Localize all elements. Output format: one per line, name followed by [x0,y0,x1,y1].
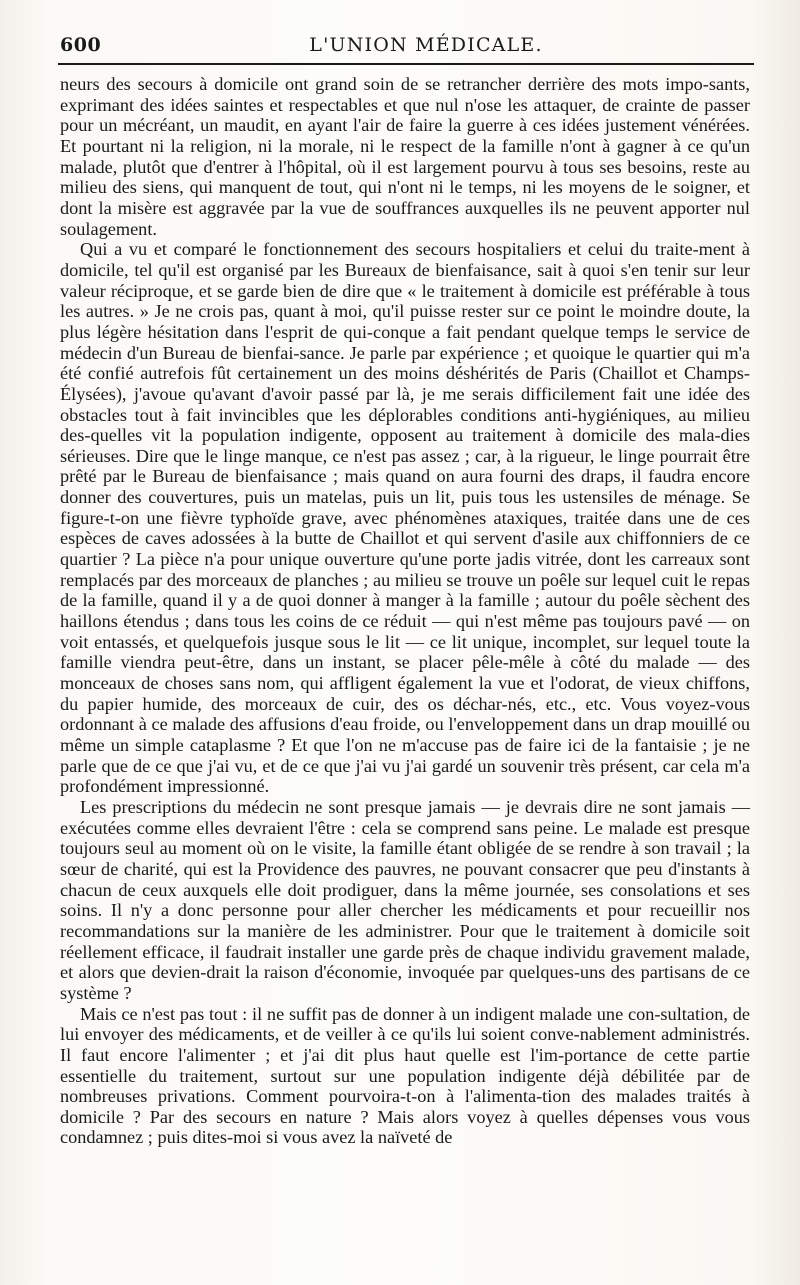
paragraph-2: Qui a vu et comparé le fonctionnement des secours hospitaliers et celui du traite-ment à domicile, tel qu'il est organisé par les Bureaux de bienfaisance, sait à quoi s'en tenir sur leur valeur réciproque, et se garde bien de dire que « le traitement à domicile est préférable à tous les autres. » Je ne crois pas, quant à moi, qu'il puisse rester sur ce point le moindre doute, la plus légère hésitation dans l'esprit de qui-conque a fait pendant quelque temps le service de médecin d'un Bureau de bienfai-sance. Je parle par expérience ; et quoique le quartier qui m'a été confié autrefois fût certainement un des moins déshérités de Paris (Chaillot et Champs-Élysées), j'avoue qu'avant d'avoir passé par là, je me serais difficilement fait une idée des obstacles tout à fait invincibles que les déplorables conditions anti-hygiéniques, au milieu des-quelles vit la population indigente, opposent au traitement à domicile des mala-dies sérieuses. Dire que le linge manque, ce n'est pas assez ; car, à la rigueur, le linge pourrait être prêté par le Bureau de bienfaisance ; mais quand on aura fourni des draps, il faudra encore donner des couvertures, puis un matelas, puis un lit, puis tous les ustensiles de ménage. Se figure-t-on une fièvre typhoïde grave, avec phénomènes ataxiques, traitée dans une de ces espèces de caves adossées à la butte de Chaillot et qui servent d'asile aux chiffonniers de ce quartier ? La pièce n'a pour unique ouverture qu'une porte jadis vitrée, dont les carreaux sont remplacés par des morceaux de planches ; au milieu se trouve un poêle sur lequel cuit le repas de la famille, quand il y a de quoi donner à manger à la famille ; autour du poêle sèchent des haillons étendus ; dans tous les coins de ce réduit — qui n'est même pas toujours pavé — on voit entassés, et quelquefois jusque sous le lit — ce lit unique, incomplet, sur lequel toute la famille viendra peut-être, dans un instant, se placer pêle-mêle à côté du malade — des monceaux de choses sans nom, qui affligent également la vue et l'odorat, de vieux chiffons, du papier humide, des morceaux de cuir, des os déchar-nés, etc., etc. Vous voyez-vous ordonnant à ce malade des affusions d'eau froide, ou l'enveloppement dans un drap mouillé ou même un simple cataplasme ? Et que l'on ne m'accuse pas de faire ici de la fantaisie ; je ne parle que de ce que j'ai vu, et de ce que j'ai vu j'ai gardé un souvenir très présent, car cela m'a profondément impressionné. [60,239,750,797]
paragraph-1: neurs des secours à domicile ont grand soin de se retrancher derrière des mots impo-sants, exprimant des idées saintes et respectables et que nul n'ose les attaquer, de crainte de passer pour un mécréant, un maudit, en ayant l'air de faire la guerre à ces idées justement vénérées. Et pourtant ni la religion, ni la morale, ni le respect de la famille n'ont à gagner à ce qu'un malade, plutôt que d'entrer à l'hôpital, où il est largement pourvu à tous ses besoins, reste au milieu des siens, qui manquent de tout, qui n'ont ni le temps, ni les moyens de le soigner, et dont la misère est aggravée par la vue de souffrances auxquelles ils ne peuvent apporter nul soulagement. [60,74,750,239]
journal-title: L'UNION MÉDICALE. [309,34,543,56]
header-rule [58,63,754,65]
paragraph-3: Les prescriptions du médecin ne sont presque jamais — je devrais dire ne sont jamais — exécutées comme elles devraient l'être : cela se comprend sans peine. Le malade est presque toujours seul au moment où on le visite, la famille étant obligée de se rendre à son travail ; la sœur de charité, qui est la Providence des pauvres, ne pouvant consacrer que peu d'instants à chacun de ceux auxquels elle doit prodiguer, dans la même journée, ses consolations et ses soins. Il n'y a donc personne pour aller chercher les médicaments et pour recueillir nos recommandations sur la manière de les administrer. Pour que le traitement à domicile soit réellement efficace, il faudrait installer une garde près de chaque individu gravement malade, et alors que devien-drait la raison d'économie, invoquée par quelques-uns des partisans de ce système ? [60,796,750,1003]
page-number: 600 [60,34,102,56]
page-header [60,30,752,56]
paragraph-4: Mais ce n'est pas tout : il ne suffit pas de donner à un indigent malade une con-sultation, de lui envoyer des médicaments, et de veiller à ce qu'ils lui soient conve-nablement administrés. Il faut encore l'alimenter ; et j'ai dit plus haut quelle est l'im-portance de cette partie essentielle du traitement, surtout sur une population indigente déjà débilitée par de nombreuses privations. Comment pourvoira-t-on à l'alimenta-tion des malades traités à domicile ? Par des secours en nature ? Mais alors voyez à quelles dépenses vous vous condamnez ; puis dites-moi si vous avez la naïveté de [60,1003,750,1148]
article-body [60,74,750,1148]
